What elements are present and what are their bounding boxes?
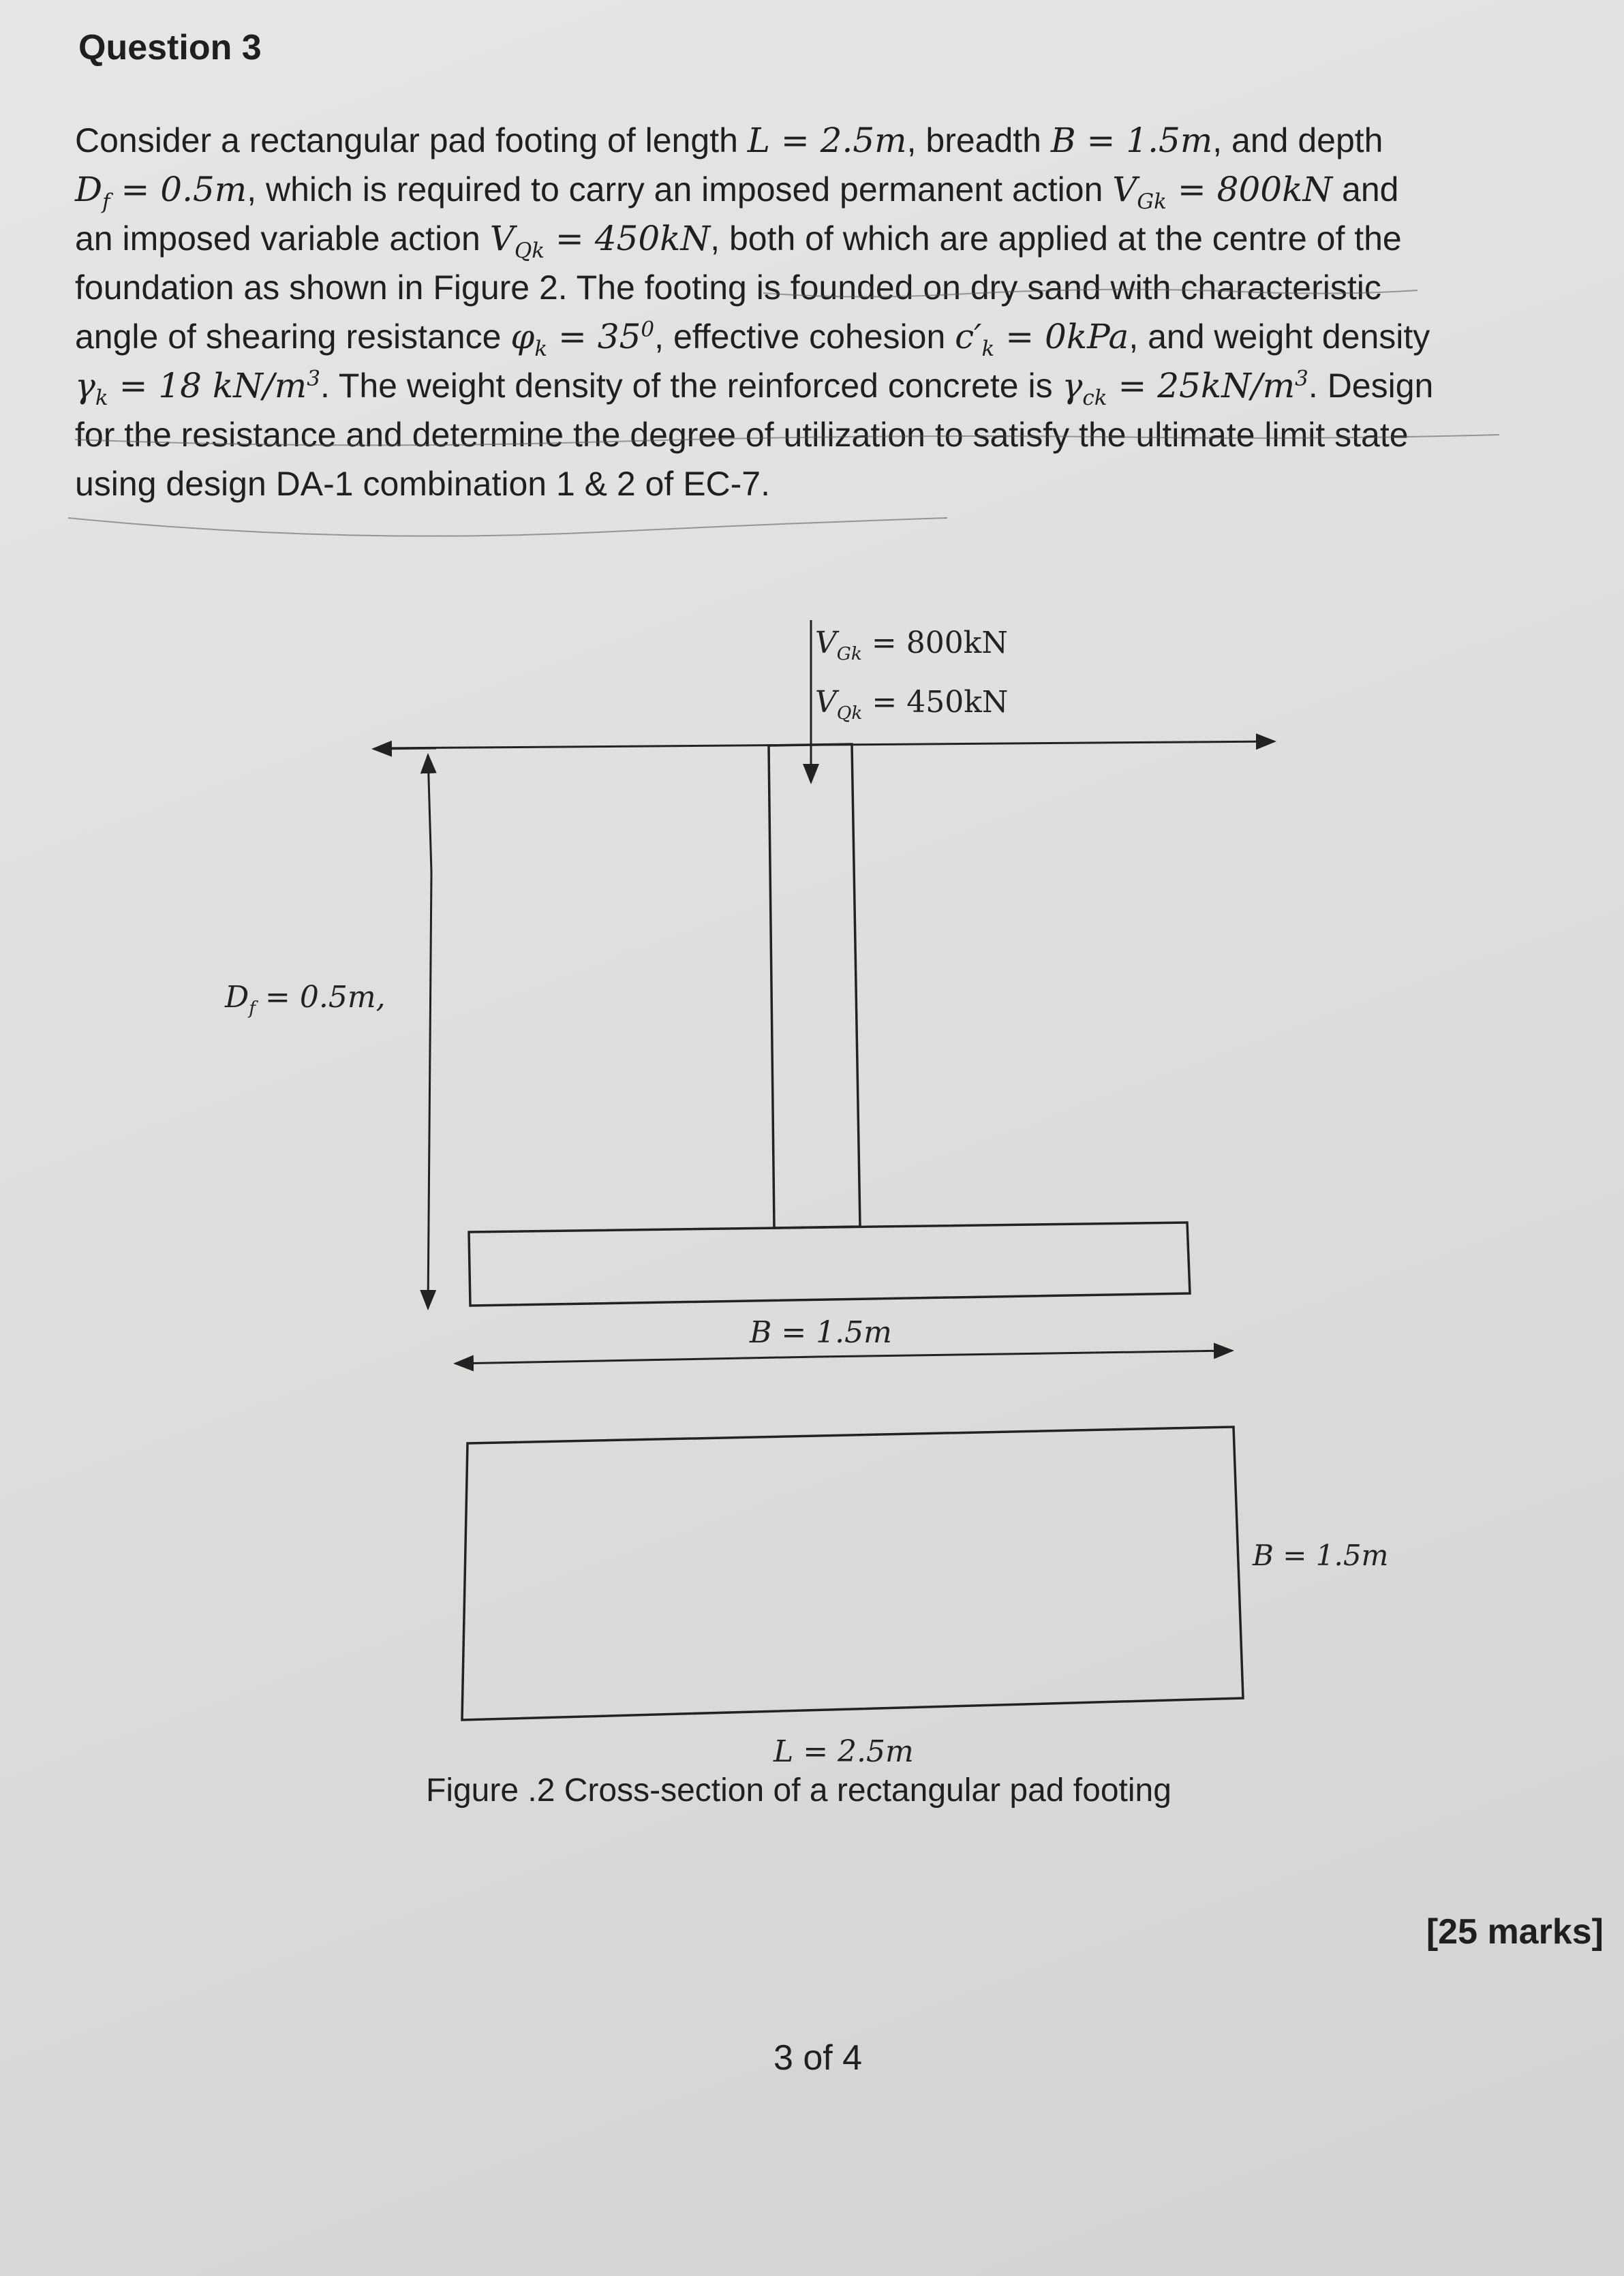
page-number: 3 of 4 (773, 2038, 863, 2078)
length-plan-label: L = 2.5m (773, 1734, 914, 1769)
paragraph-line-4: foundation as shown in Figure 2. The footing is founded on dry sand with characteristic (75, 268, 1381, 307)
depth-label: $D_f = 0.5m$, (225, 980, 386, 1019)
depth-dimension-line (428, 755, 431, 872)
figure-caption: Figure .2 Cross-section of a rectangular pad footing (426, 1772, 1171, 1809)
ground-line-left-arrow (373, 748, 436, 749)
depth-value: $D_f = 0.5m$ (75, 170, 247, 214)
paragraph-line-1: Consider a rectangular pad footing of length L = 2.5m, breadth B = 1.5m, and depth (75, 121, 1383, 160)
breadth-value: B = 1.5m (1050, 121, 1213, 160)
pencil-underline-3 (68, 518, 947, 536)
breadth-plan-label: B = 1.5m (1253, 1539, 1389, 1572)
pencil-underline-2 (75, 435, 1499, 445)
friction-angle-value: $\varphi_k = 35^0$ (510, 317, 655, 361)
pencil-underline-1 (763, 290, 1418, 297)
breadth-dimension-line (818, 1351, 1232, 1357)
breadth-section-label: B = 1.5m (750, 1315, 892, 1350)
paragraph-line-6: $\gamma_k = 18$ $kN/m^3$. The weight density of the reinforced concrete is $\gamma_{ck} = 25kN/m^3$. Design (75, 366, 1434, 410)
cohesion-value: $c'_k = 0kPa$ (955, 317, 1129, 361)
paragraph-line-7: for the resistance and determine the degree of utilization to satisfy the ultimate limit state (75, 416, 1409, 454)
vgk-label: $V_{Gk} = 800kN$ (815, 626, 1008, 664)
length-value: L = 2.5m (747, 121, 907, 160)
paragraph-line-5: angle of shearing resistance $\varphi_k = 35^0$, effective cohesion $c'_k = 0kPa$, and weight density (75, 317, 1430, 361)
depth-dimension-line-down (428, 872, 431, 1308)
permanent-action-value: $V_{Gk} = 800kN$ (1112, 170, 1333, 214)
soil-weight-density-value: $\gamma_k = 18$ $kN/m^3$ (75, 366, 320, 410)
plan-view-outline (462, 1427, 1243, 1720)
paragraph-line-8: using design DA-1 combination 1 & 2 of EC-7. (75, 465, 770, 503)
question-title: Question 3 (78, 28, 262, 67)
concrete-weight-density-value: $\gamma_{ck} = 25kN/m^3$ (1062, 366, 1308, 410)
paragraph-line-2: $D_f = 0.5m$, which is required to carry an imposed permanent action $V_{Gk} = 800kN$ and (75, 170, 1399, 214)
marks-label: [25 marks] (1426, 1912, 1604, 1952)
vqk-label: $V_{Qk} = 450kN$ (815, 685, 1009, 724)
variable-action-value: $V_{Qk} = 450kN$ (489, 219, 711, 263)
paragraph-line-3: an imposed variable action $V_{Qk} = 450kN$, both of which are applied at the centre of the (75, 219, 1402, 263)
footing-base-outline (469, 1222, 1190, 1306)
breadth-dimension-line-left (455, 1357, 818, 1364)
column-outline (769, 744, 860, 1228)
